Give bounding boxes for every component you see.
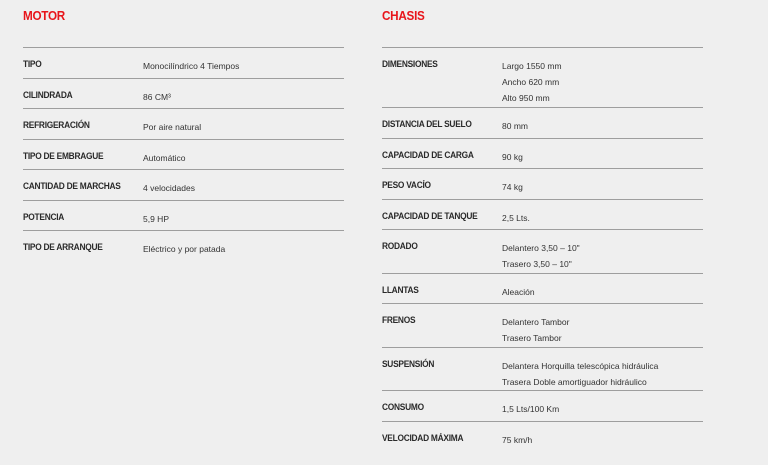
- spec-row: [382, 200, 703, 230]
- spec-value: Delantero 3,50 – 10": [502, 243, 580, 253]
- spec-label: CAPACIDAD DE CARGA: [382, 150, 474, 161]
- spec-label: PESO VACÍO: [382, 180, 431, 191]
- spec-row: [382, 108, 703, 139]
- spec-row: [382, 304, 703, 348]
- spec-label: RODADO: [382, 241, 418, 252]
- spec-values: [502, 348, 658, 390]
- spec-row: [23, 109, 344, 140]
- spec-row: [23, 140, 344, 170]
- spec-value: Monocilíndrico 4 Tiempos: [143, 61, 240, 71]
- spec-values: [143, 48, 239, 78]
- spec-value: 80 mm: [502, 121, 528, 131]
- spec-label: CILINDRADA: [23, 90, 73, 101]
- spec-value: Trasero 3,50 – 10": [502, 259, 572, 269]
- spec-value: 90 kg: [502, 152, 523, 162]
- motor-title: MOTOR: [23, 8, 65, 23]
- spec-label: POTENCIA: [23, 212, 65, 223]
- spec-value: Eléctrico y por patada: [143, 244, 226, 254]
- spec-values: [502, 48, 562, 107]
- spec-value: Delantero Tambor: [502, 317, 570, 327]
- spec-values: [143, 201, 169, 230]
- spec-row: [382, 139, 703, 169]
- spec-row: [23, 48, 344, 79]
- spec-values: [502, 108, 528, 138]
- spec-label: FRENOS: [382, 315, 416, 326]
- spec-value: 1,5 Lts/100 Km: [502, 404, 560, 414]
- spec-values: [143, 170, 195, 200]
- spec-label: TIPO: [23, 59, 42, 70]
- spec-row: [382, 422, 703, 451]
- spec-row: [382, 391, 703, 422]
- spec-row: [382, 230, 703, 274]
- spec-label: CAPACIDAD DE TANQUE: [382, 211, 478, 222]
- spec-row: [23, 201, 344, 231]
- motor-spec-table: [23, 47, 344, 260]
- spec-value: Ancho 620 mm: [502, 77, 560, 87]
- spec-row: [23, 170, 344, 201]
- spec-label: DIMENSIONES: [382, 59, 438, 70]
- spec-values: [502, 139, 523, 168]
- spec-value: Automático: [143, 153, 186, 163]
- spec-label: TIPO DE EMBRAGUE: [23, 151, 104, 162]
- spec-values: [143, 140, 186, 169]
- spec-label: CONSUMO: [382, 402, 424, 413]
- spec-row: [382, 274, 703, 304]
- spec-label: REFRIGERACIÓN: [23, 120, 90, 131]
- spec-values: [502, 304, 569, 347]
- spec-row: [382, 48, 703, 108]
- spec-value: 75 km/h: [502, 435, 533, 445]
- spec-values: [502, 200, 530, 229]
- spec-row: [23, 231, 344, 260]
- spec-label: VELOCIDAD MÁXIMA: [382, 433, 464, 444]
- spec-values: [143, 231, 225, 260]
- spec-value: 2,5 Lts.: [502, 213, 530, 223]
- spec-values: [502, 274, 535, 303]
- spec-value: Alto 950 mm: [502, 93, 550, 103]
- spec-values: [502, 422, 532, 451]
- spec-value: Delantera Horquilla telescópica hidráulica: [502, 361, 659, 371]
- spec-value: Aleación: [502, 287, 535, 297]
- spec-label: SUSPENSIÓN: [382, 359, 435, 370]
- spec-label: CANTIDAD DE MARCHAS: [23, 181, 121, 192]
- spec-value: 86 CM³: [143, 92, 171, 102]
- spec-values: [502, 391, 559, 421]
- spec-label: TIPO DE ARRANQUE: [23, 242, 103, 253]
- spec-row: [382, 169, 703, 200]
- spec-label: DISTANCIA DEL SUELO: [382, 119, 472, 130]
- chasis-title: CHASIS: [382, 8, 425, 23]
- spec-values: [502, 169, 523, 199]
- spec-label: LLANTAS: [382, 285, 419, 296]
- spec-value: Trasero Tambor: [502, 333, 562, 343]
- spec-value: Largo 1550 mm: [502, 61, 562, 71]
- spec-values: [502, 230, 580, 273]
- chasis-spec-table: [382, 47, 703, 451]
- spec-value: Por aire natural: [143, 122, 202, 132]
- spec-value: 5,9 HP: [143, 214, 169, 224]
- spec-value: 4 velocidades: [143, 183, 195, 193]
- spec-values: [143, 79, 171, 108]
- spec-values: [143, 109, 201, 139]
- spec-value: 74 kg: [502, 182, 523, 192]
- spec-value: Trasera Doble amortiguador hidráulico: [502, 377, 647, 387]
- spec-row: [23, 79, 344, 109]
- spec-row: [382, 348, 703, 391]
